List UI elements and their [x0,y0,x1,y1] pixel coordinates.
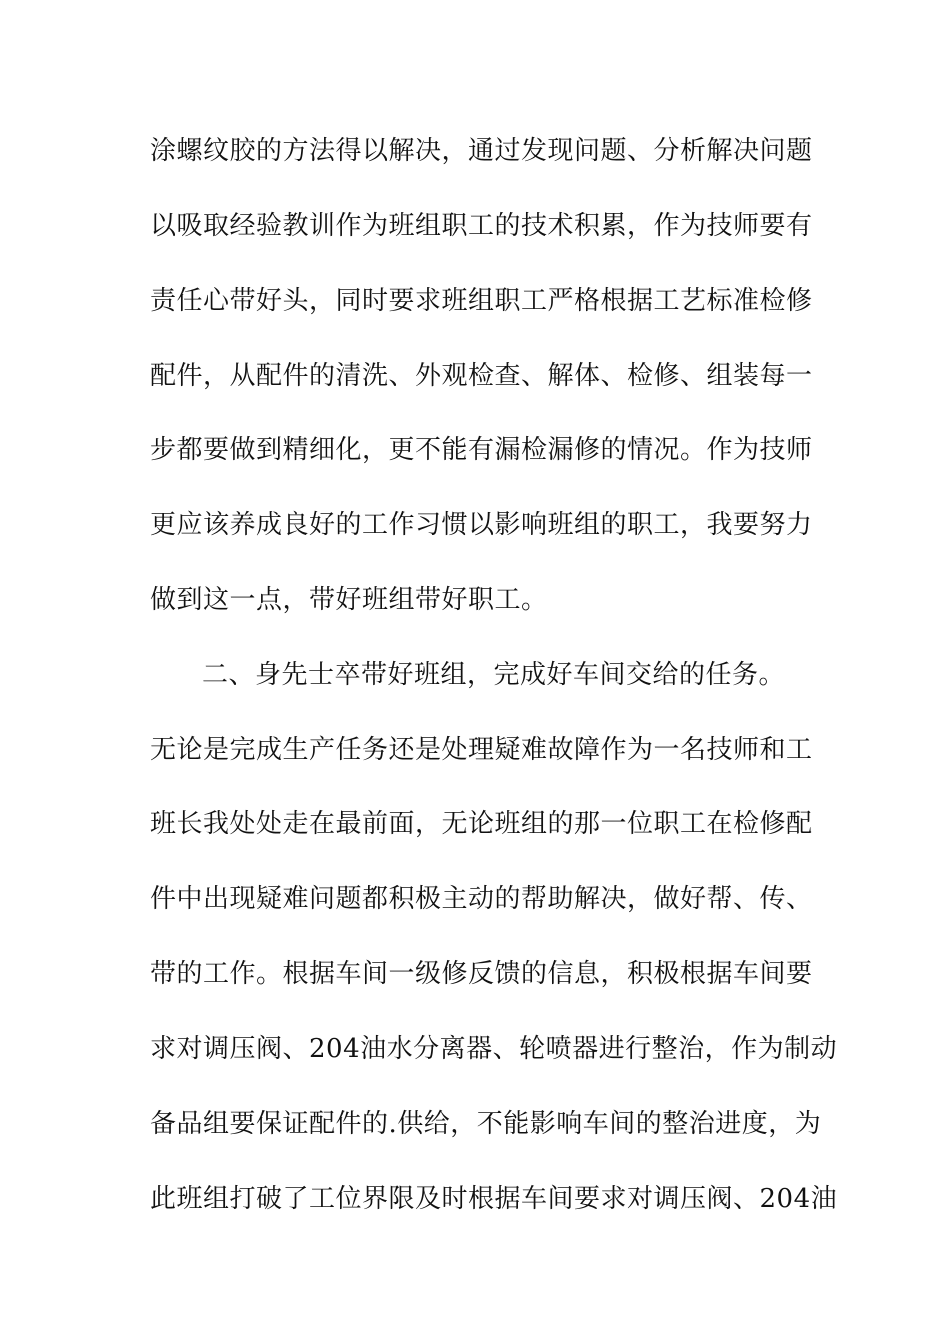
text-line: 带的工作。根据车间一级修反馈的信息，积极根据车间要 [150,959,813,989]
text-line: 班长我处处走在最前面，无论班组的那一位职工在检修配 [150,809,813,839]
text-line: 涂螺纹胶的方法得以解决，通过发现问题、分析解决问题 [150,136,813,166]
text-line: 步都要做到精细化，更不能有漏检漏修的情况。作为技师 [150,435,813,465]
text-line: 件中出现疑难问题都积极主动的帮助解决，做好帮、传、 [150,884,813,914]
text-line: 以吸取经验教训作为班组职工的技术积累，作为技师要有 [150,211,813,241]
text-line: 做到这一点，带好班组带好职工。 [150,585,548,615]
text-line: 更应该养成良好的工作习惯以影响班组的职工，我要努力 [150,510,813,540]
text-line: 无论是完成生产任务还是处理疑难故障作为一名技师和工 [150,735,813,765]
text-line: 此班组打破了工位界限及时根据车间要求对调压阀、204油 [150,1184,838,1214]
text-line: 备品组要保证配件的.供给，不能影响车间的整治进度，为 [150,1109,822,1139]
text-line: 配件，从配件的清洗、外观检查、解体、检修、组装每一 [150,361,813,391]
text-line: 责任心带好头，同时要求班组职工严格根据工艺标准检修 [150,286,813,316]
text-line: 求对调压阀、204油水分离器、轮喷器进行整治，作为制动 [150,1034,838,1064]
section-heading: 二、身先士卒带好班组，完成好车间交给的任务。 [202,660,786,690]
